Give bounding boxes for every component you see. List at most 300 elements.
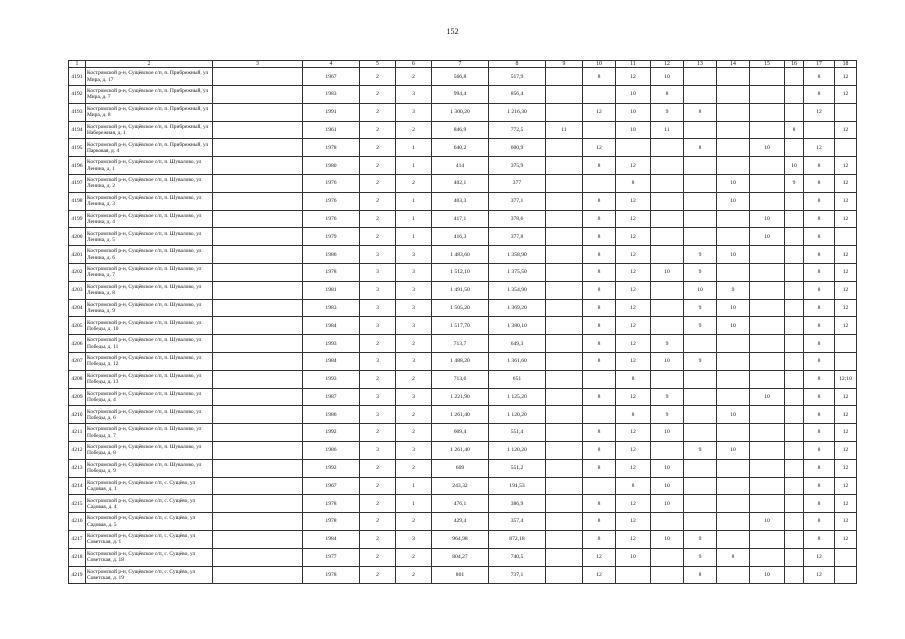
- table-cell-col-13: 10: [684, 281, 717, 299]
- table-cell-col-8: 1 361,60: [489, 353, 546, 371]
- table-cell-col-17: 12: [804, 103, 835, 121]
- table-cell-col-9: [546, 317, 583, 335]
- table-cell-col-11: 12: [616, 388, 651, 406]
- table-cell-col-5: 2: [360, 495, 396, 513]
- table-cell-col-6: 2: [396, 566, 432, 584]
- table-cell-col-10: [583, 175, 616, 193]
- table-cell-col-10: 8: [583, 513, 616, 531]
- table-cell-col-14: [717, 139, 750, 157]
- table-cell-col-15: [750, 317, 785, 335]
- row-number-cell: 4203: [69, 281, 86, 299]
- table-cell-col-8: 872,18: [489, 531, 546, 549]
- row-number-cell: 4201: [69, 246, 86, 264]
- table-cell-col-9: [546, 68, 583, 86]
- table-cell-col-16: [785, 281, 804, 299]
- table-cell-col-13: 9: [684, 548, 717, 566]
- row-number-cell: 4213: [69, 459, 86, 477]
- table-cell-col-10: 8: [583, 246, 616, 264]
- table-cell-col-7: 476,1: [432, 495, 489, 513]
- table-cell-col-16: [785, 388, 804, 406]
- address-cell: Костромской р-н, Сущёвское с/п, п. Прибрежный, ул Мира, д. 17: [86, 68, 213, 86]
- table-cell-col-13: [684, 495, 717, 513]
- table-cell-col-9: [546, 246, 583, 264]
- table-row: [69, 370, 857, 388]
- table-cell-col-11: 12: [616, 459, 651, 477]
- table-cell-col-13: [684, 210, 717, 228]
- table-cell-col-17: 12: [804, 548, 835, 566]
- table-cell-col-15: [750, 68, 785, 86]
- table-cell-col-7: 804,27: [432, 548, 489, 566]
- table-cell-col-4: 1976: [303, 175, 360, 193]
- table-cell-col-8: 1 125,20: [489, 388, 546, 406]
- table-cell-col-9: [546, 192, 583, 210]
- table-cell-col-6: 1: [396, 477, 432, 495]
- table-cell-col-3: [213, 388, 303, 406]
- table-cell-col-14: [717, 459, 750, 477]
- table-cell-col-5: 2: [360, 139, 396, 157]
- column-header-1: 1: [69, 61, 86, 68]
- table-cell-col-17: 8: [804, 264, 835, 282]
- table-row: [69, 246, 857, 264]
- table-cell-col-15: [750, 86, 785, 104]
- table-cell-col-13: [684, 513, 717, 531]
- table-cell-col-18: 12: [835, 406, 857, 424]
- address-cell: Костромской р-н, Сущёвское с/п, п. Шувалово, ул Ленина, д. 4: [86, 210, 213, 228]
- table-cell-col-12: [651, 139, 684, 157]
- table-cell-col-16: [785, 86, 804, 104]
- table-cell-col-3: [213, 210, 303, 228]
- column-header-3: 3: [213, 61, 303, 68]
- table-cell-col-7: 713,6: [432, 370, 489, 388]
- table-cell-col-18: 12: [835, 281, 857, 299]
- table-cell-col-8: 378,6: [489, 210, 546, 228]
- table-cell-col-3: [213, 157, 303, 175]
- table-cell-col-7: 417,1: [432, 210, 489, 228]
- table-cell-col-5: 3: [360, 246, 396, 264]
- table-cell-col-15: [750, 370, 785, 388]
- table-cell-col-6: 3: [396, 264, 432, 282]
- table-cell-col-8: 1 358,90: [489, 246, 546, 264]
- table-cell-col-3: [213, 103, 303, 121]
- table-cell-col-11: 12: [616, 513, 651, 531]
- table-cell-col-7: 566,8: [432, 68, 489, 86]
- table-cell-col-18: 12: [835, 317, 857, 335]
- table-cell-col-12: [651, 281, 684, 299]
- column-header-15: 15: [750, 61, 785, 68]
- table-row: [69, 210, 857, 228]
- table-cell-col-18: 12: [835, 459, 857, 477]
- table-cell-col-6: 1: [396, 139, 432, 157]
- table-cell-col-10: 12: [583, 566, 616, 584]
- address-cell: Костромской р-н, Сущёвское с/п, п. Прибрежный, ул Парковая, д. 4: [86, 139, 213, 157]
- table-cell-col-7: 1 261,40: [432, 406, 489, 424]
- table-cell-col-4: 1991: [303, 103, 360, 121]
- table-cell-col-13: [684, 335, 717, 353]
- table-cell-col-7: 1 491,50: [432, 281, 489, 299]
- table-cell-col-4: 1977: [303, 548, 360, 566]
- table-cell-col-17: 8: [804, 459, 835, 477]
- table-cell-col-15: 10: [750, 388, 785, 406]
- table-cell-col-12: [651, 548, 684, 566]
- table-cell-col-16: [785, 477, 804, 495]
- table-row: [69, 406, 857, 424]
- table-cell-col-16: [785, 513, 804, 531]
- table-cell-col-6: 3: [396, 103, 432, 121]
- row-number-cell: 4217: [69, 531, 86, 549]
- table-cell-col-10: 8: [583, 68, 616, 86]
- table-cell-col-8: 737,1: [489, 566, 546, 584]
- table-cell-col-10: 8: [583, 264, 616, 282]
- column-header-13: 13: [684, 61, 717, 68]
- table-cell-col-6: 2: [396, 513, 432, 531]
- table-cell-col-15: [750, 477, 785, 495]
- table-cell-col-4: 1984: [303, 317, 360, 335]
- table-cell-col-6: 2: [396, 424, 432, 442]
- table-cell-col-4: 1992: [303, 459, 360, 477]
- table-cell-col-13: 9: [684, 353, 717, 371]
- table-row: [69, 281, 857, 299]
- table-cell-col-18: [835, 566, 857, 584]
- table-row: [69, 157, 857, 175]
- row-number-cell: 4207: [69, 353, 86, 371]
- table-cell-col-3: [213, 495, 303, 513]
- table-cell-col-11: 12: [616, 317, 651, 335]
- table-cell-col-4: 1986: [303, 442, 360, 460]
- table-cell-col-3: [213, 68, 303, 86]
- table-cell-col-11: 8: [616, 175, 651, 193]
- table-cell-col-14: [717, 210, 750, 228]
- address-cell: Костромской р-н, Сущёвское с/п, п. Шувалово, ул Ленина, д. 5: [86, 228, 213, 246]
- table-cell-col-6: 3: [396, 299, 432, 317]
- table-cell-col-14: [717, 121, 750, 139]
- table-cell-col-9: [546, 281, 583, 299]
- table-cell-col-5: 2: [360, 513, 396, 531]
- table-cell-col-3: [213, 370, 303, 388]
- table-cell-col-12: 10: [651, 531, 684, 549]
- table-cell-col-13: [684, 388, 717, 406]
- table-cell-col-5: 2: [360, 548, 396, 566]
- table-cell-col-16: [785, 103, 804, 121]
- table-cell-col-9: [546, 370, 583, 388]
- table-cell-col-5: 2: [360, 335, 396, 353]
- table-cell-col-9: [546, 495, 583, 513]
- row-number-cell: 4199: [69, 210, 86, 228]
- table-cell-col-16: [785, 442, 804, 460]
- table-cell-col-17: 8: [804, 477, 835, 495]
- table-cell-col-10: [583, 121, 616, 139]
- table-cell-col-6: 1: [396, 228, 432, 246]
- table-cell-col-13: [684, 370, 717, 388]
- row-number-cell: 4202: [69, 264, 86, 282]
- table-cell-col-18: 12: [835, 513, 857, 531]
- column-header-9: 9: [546, 61, 583, 68]
- table-cell-col-7: 429,4: [432, 513, 489, 531]
- table-cell-col-15: [750, 442, 785, 460]
- table-cell-col-12: [651, 228, 684, 246]
- table-cell-col-5: 2: [360, 459, 396, 477]
- table-cell-col-4: 1980: [303, 157, 360, 175]
- address-cell: Костромской р-н, Сущёвское с/п, с. Сущёво, ул Садовая, д. 4: [86, 495, 213, 513]
- table-cell-col-3: [213, 86, 303, 104]
- table-cell-col-14: [717, 157, 750, 175]
- table-cell-col-5: 2: [360, 228, 396, 246]
- table-cell-col-17: 8: [804, 86, 835, 104]
- table-cell-col-12: 10: [651, 353, 684, 371]
- table-cell-col-10: 8: [583, 388, 616, 406]
- table-cell-col-11: 12: [616, 495, 651, 513]
- table-cell-col-15: [750, 175, 785, 193]
- table-cell-col-15: [750, 121, 785, 139]
- table-cell-col-7: 1 261,40: [432, 442, 489, 460]
- table-cell-col-5: 3: [360, 264, 396, 282]
- address-cell: Костромской р-н, Сущёвское с/п, с. Сущёво, ул Советская, д. 19: [86, 566, 213, 584]
- table-cell-col-18: [835, 548, 857, 566]
- table-cell-col-6: 2: [396, 406, 432, 424]
- table-cell-col-9: [546, 228, 583, 246]
- table-cell-col-6: 3: [396, 531, 432, 549]
- row-number-cell: 4216: [69, 513, 86, 531]
- table-cell-col-6: 1: [396, 210, 432, 228]
- table-cell-col-16: [785, 353, 804, 371]
- table-cell-col-11: [616, 566, 651, 584]
- table-cell-col-12: [651, 513, 684, 531]
- table-cell-col-4: 1978: [303, 566, 360, 584]
- table-cell-col-17: 8: [804, 442, 835, 460]
- table-cell-col-7: 1 300,20: [432, 103, 489, 121]
- table-cell-col-18: [835, 353, 857, 371]
- table-cell-col-17: 8: [804, 370, 835, 388]
- address-cell: Костромской р-н, Сущёвское с/п, п. Шувалово, ул Победы, д. 8: [86, 442, 213, 460]
- table-cell-col-14: [717, 103, 750, 121]
- table-cell-col-12: 10: [651, 424, 684, 442]
- column-header-10: 10: [583, 61, 616, 68]
- address-cell: Костромской р-н, Сущёвское с/п, п. Шувалово, ул Победы, д. 12: [86, 353, 213, 371]
- table-cell-col-11: 8: [616, 406, 651, 424]
- table-cell-col-9: [546, 388, 583, 406]
- table-cell-col-10: [583, 370, 616, 388]
- table-cell-col-14: 8: [717, 548, 750, 566]
- table-cell-col-10: 8: [583, 495, 616, 513]
- table-cell-col-13: 9: [684, 442, 717, 460]
- table-cell-col-10: [583, 406, 616, 424]
- address-cell: Костромской р-н, Сущёвское с/п, п. Шувалово, ул Ленина, д. 6: [86, 246, 213, 264]
- table-cell-col-18: [835, 139, 857, 157]
- table-cell-col-13: [684, 228, 717, 246]
- table-cell-col-8: 551,2: [489, 459, 546, 477]
- table-cell-col-13: 9: [684, 531, 717, 549]
- table-cell-col-3: [213, 121, 303, 139]
- table-cell-col-5: 2: [360, 103, 396, 121]
- table-cell-col-14: 9: [717, 281, 750, 299]
- table-cell-col-10: 8: [583, 459, 616, 477]
- table-cell-col-7: 640,2: [432, 139, 489, 157]
- table-cell-col-8: 600,9: [489, 139, 546, 157]
- table-cell-col-5: 3: [360, 281, 396, 299]
- table-cell-col-11: 10: [616, 548, 651, 566]
- table-cell-col-9: [546, 459, 583, 477]
- table-row: [69, 424, 857, 442]
- table-cell-col-12: 10: [651, 459, 684, 477]
- row-number-cell: 4215: [69, 495, 86, 513]
- table-cell-col-9: [546, 531, 583, 549]
- table-cell-col-17: 8: [804, 299, 835, 317]
- table-cell-col-10: 8: [583, 299, 616, 317]
- table-cell-col-7: 846,9: [432, 121, 489, 139]
- table-cell-col-15: [750, 495, 785, 513]
- table-cell-col-17: 8: [804, 406, 835, 424]
- table-row: [69, 317, 857, 335]
- table-cell-col-17: 12: [804, 566, 835, 584]
- table-row: [69, 228, 857, 246]
- table-cell-col-12: 9: [651, 388, 684, 406]
- table-cell-col-4: 1976: [303, 210, 360, 228]
- table-cell-col-8: 375,9: [489, 157, 546, 175]
- table-cell-col-4: 1986: [303, 406, 360, 424]
- address-cell: Костромской р-н, Сущёвское с/п, п. Прибрежный, ул Набережная, д. 1: [86, 121, 213, 139]
- table-cell-col-10: 8: [583, 353, 616, 371]
- table-cell-col-18: 12: [835, 175, 857, 193]
- table-cell-col-17: [804, 121, 835, 139]
- table-cell-col-3: [213, 335, 303, 353]
- table-cell-col-5: 3: [360, 388, 396, 406]
- table-cell-col-16: [785, 139, 804, 157]
- table-cell-col-9: [546, 264, 583, 282]
- table-cell-col-4: 1987: [303, 388, 360, 406]
- table-cell-col-8: 1 375,50: [489, 264, 546, 282]
- table-cell-col-6: 2: [396, 335, 432, 353]
- table-cell-col-3: [213, 548, 303, 566]
- table-row: [69, 139, 857, 157]
- table-cell-col-10: 12: [583, 103, 616, 121]
- table-cell-col-18: 12: [835, 477, 857, 495]
- table-cell-col-7: 801: [432, 566, 489, 584]
- row-number-cell: 4196: [69, 157, 86, 175]
- table-cell-col-13: [684, 157, 717, 175]
- table-cell-col-16: [785, 566, 804, 584]
- table-cell-col-6: 1: [396, 192, 432, 210]
- table-cell-col-13: [684, 192, 717, 210]
- table-row: [69, 68, 857, 86]
- table-cell-col-11: 8: [616, 477, 651, 495]
- table-cell-col-16: [785, 335, 804, 353]
- table-cell-col-14: 10: [717, 299, 750, 317]
- table-cell-col-8: 1 354,90: [489, 281, 546, 299]
- table-row: [69, 548, 857, 566]
- table-cell-col-17: 8: [804, 210, 835, 228]
- table-row: [69, 103, 857, 121]
- table-cell-col-12: 8: [651, 86, 684, 104]
- table-cell-col-3: [213, 442, 303, 460]
- table-cell-col-13: 9: [684, 317, 717, 335]
- table-cell-col-16: 10: [785, 157, 804, 175]
- table-cell-col-4: 1984: [303, 531, 360, 549]
- table-cell-col-15: [750, 406, 785, 424]
- table-cell-col-9: [546, 566, 583, 584]
- table-cell-col-6: 1: [396, 157, 432, 175]
- table-cell-col-14: [717, 566, 750, 584]
- table-cell-col-15: 10: [750, 228, 785, 246]
- table-cell-col-17: 8: [804, 424, 835, 442]
- table-row: [69, 264, 857, 282]
- table-cell-col-12: 9: [651, 335, 684, 353]
- table-cell-col-9: [546, 299, 583, 317]
- table-cell-col-14: [717, 513, 750, 531]
- table-cell-col-7: 1 488,20: [432, 353, 489, 371]
- table-cell-col-18: 12: [835, 531, 857, 549]
- table-cell-col-11: 12: [616, 424, 651, 442]
- table-cell-col-13: 8: [684, 139, 717, 157]
- table-cell-col-3: [213, 531, 303, 549]
- table-cell-col-17: 8: [804, 353, 835, 371]
- table-row: [69, 566, 857, 584]
- table-cell-col-15: [750, 424, 785, 442]
- row-number-cell: 4208: [69, 370, 86, 388]
- table-cell-col-9: 11: [546, 121, 583, 139]
- address-cell: Костромской р-н, Сущёвское с/п, п. Шувалово, ул Победы, д. 4: [86, 388, 213, 406]
- table-cell-col-11: 10: [616, 103, 651, 121]
- table-cell-col-10: 8: [583, 442, 616, 460]
- column-number-header-row: [69, 61, 857, 68]
- table-cell-col-15: [750, 531, 785, 549]
- row-number-cell: 4210: [69, 406, 86, 424]
- table-cell-col-4: 1979: [303, 228, 360, 246]
- table-cell-col-13: [684, 477, 717, 495]
- table-cell-col-16: 8: [785, 121, 804, 139]
- table-cell-col-17: 8: [804, 317, 835, 335]
- table-row: [69, 388, 857, 406]
- table-cell-col-9: [546, 424, 583, 442]
- row-number-cell: 4192: [69, 86, 86, 104]
- column-header-16: 16: [785, 61, 804, 68]
- table-cell-col-18: 12: [835, 210, 857, 228]
- table-cell-col-8: 386,9: [489, 495, 546, 513]
- table-cell-col-7: 1 221,90: [432, 388, 489, 406]
- row-number-cell: 4193: [69, 103, 86, 121]
- table-cell-col-7: 609: [432, 459, 489, 477]
- table-cell-col-14: [717, 86, 750, 104]
- table-cell-col-5: 2: [360, 531, 396, 549]
- row-number-cell: 4218: [69, 548, 86, 566]
- table-cell-col-4: 1983: [303, 86, 360, 104]
- table-cell-col-8: 1 120,20: [489, 406, 546, 424]
- table-cell-col-11: 12: [616, 442, 651, 460]
- column-header-2: 2: [86, 61, 213, 68]
- table-cell-col-14: [717, 531, 750, 549]
- table-cell-col-3: [213, 459, 303, 477]
- table-cell-col-9: [546, 353, 583, 371]
- table-cell-col-3: [213, 513, 303, 531]
- table-cell-col-17: 8: [804, 228, 835, 246]
- address-cell: Костромской р-н, Сущёвское с/п, с. Сущёво, ул Садовая, д. 1: [86, 477, 213, 495]
- table-cell-col-10: 8: [583, 424, 616, 442]
- table-cell-col-16: [785, 406, 804, 424]
- table-cell-col-5: 2: [360, 424, 396, 442]
- table-cell-col-3: [213, 264, 303, 282]
- table-cell-col-16: [785, 317, 804, 335]
- table-cell-col-9: [546, 548, 583, 566]
- table-cell-col-18: 12: [835, 192, 857, 210]
- table-cell-col-16: [785, 424, 804, 442]
- table-cell-col-12: 10: [651, 495, 684, 513]
- table-cell-col-11: 12: [616, 281, 651, 299]
- column-header-18: 18: [835, 61, 857, 68]
- table-cell-col-17: 8: [804, 246, 835, 264]
- table-cell-col-11: 8: [616, 370, 651, 388]
- table-row: [69, 495, 857, 513]
- table-cell-col-3: [213, 246, 303, 264]
- row-number-cell: 4206: [69, 335, 86, 353]
- table-cell-col-7: 994,4: [432, 86, 489, 104]
